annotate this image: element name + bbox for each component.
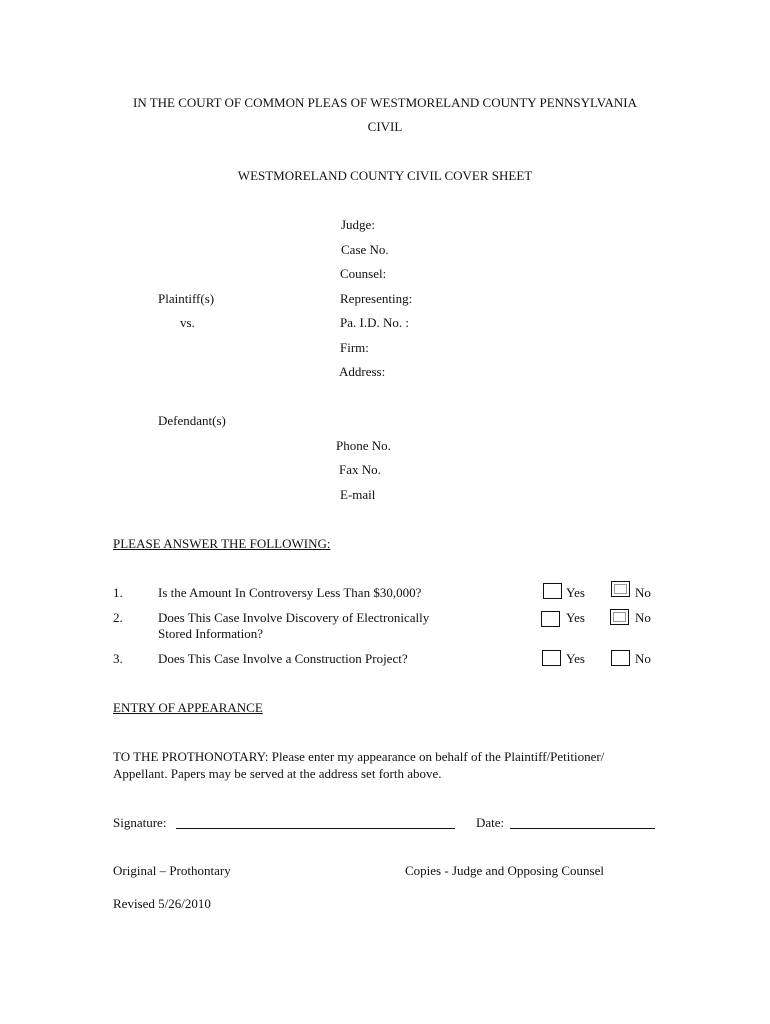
pa-id-label: Pa. I.D. No. : [340,315,409,330]
date-label: Date: [476,815,505,830]
case-no-label: Case No. [341,242,389,257]
original-note: Original – Prothontary [113,863,231,878]
versus-label: vs. [180,315,195,330]
question-3-yes-label: Yes [566,651,585,666]
plaintiff-label: Plaintiff(s) [158,291,215,306]
question-1-yes-label: Yes [566,585,585,600]
question-3-no-label: No [635,651,651,666]
question-2-no-checkbox[interactable] [610,609,629,625]
signature-label: Signature: [113,815,167,830]
question-2-number: 2. [113,610,123,625]
court-title: IN THE COURT OF COMMON PLEAS OF WESTMORELAND COUNTY PENNSYLVANIA [133,95,637,110]
question-1-no-checkbox[interactable] [611,581,630,597]
appearance-text-line-1: TO THE PROTHONOTARY: Please enter my appearance on behalf of the Plaintiff/Petitioner/ [113,749,605,764]
question-1-yes-checkbox[interactable] [543,583,562,599]
question-1-text: Is the Amount In Controversy Less Than $30,000? [158,585,422,600]
question-1-no-label: No [635,585,651,600]
date-line[interactable] [510,828,655,829]
division-label: CIVIL [367,119,403,134]
question-1-number: 1. [113,585,123,600]
question-2-no-label: No [635,610,651,625]
counsel-label: Counsel: [340,266,387,281]
address-label: Address: [339,364,386,379]
revision-date: Revised 5/26/2010 [113,896,211,911]
question-2-yes-checkbox[interactable] [541,611,560,627]
question-3-text: Does This Case Involve a Construction Project? [158,651,408,666]
form-title: WESTMORELAND COUNTY CIVIL COVER SHEET [237,168,533,183]
phone-label: Phone No. [336,438,391,453]
defendant-label: Defendant(s) [158,413,226,428]
representing-label: Representing: [340,291,413,306]
email-label: E-mail [340,487,376,502]
question-2-text-cont: Stored Information? [158,626,264,641]
question-2-yes-label: Yes [566,610,585,625]
question-2-text: Does This Case Involve Discovery of Electronically [158,610,430,625]
judge-label: Judge: [341,217,375,232]
appearance-heading: ENTRY OF APPEARANCE [113,700,263,715]
questions-heading: PLEASE ANSWER THE FOLLOWING: [113,536,331,551]
question-3-no-checkbox[interactable] [611,650,630,666]
question-3-yes-checkbox[interactable] [542,650,561,666]
fax-label: Fax No. [339,462,381,477]
question-3-number: 3. [113,651,123,666]
signature-line[interactable] [176,828,455,829]
copies-note: Copies - Judge and Opposing Counsel [405,863,604,878]
appearance-text-line-2: Appellant. Papers may be served at the address set forth above. [113,766,442,781]
firm-label: Firm: [340,340,369,355]
